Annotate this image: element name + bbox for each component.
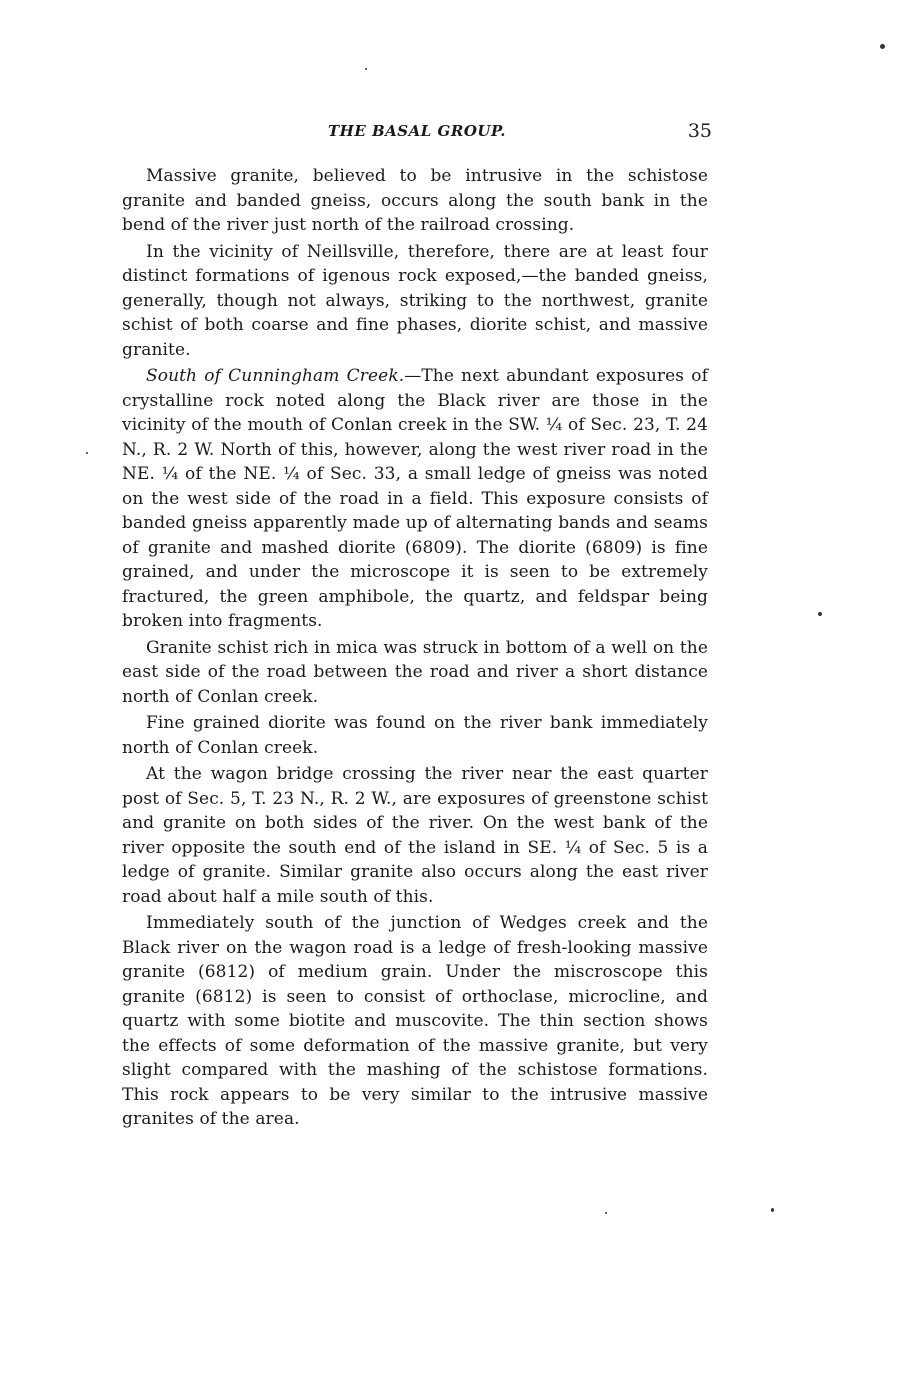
paragraph-text: —The next abundant exposures of crystalline rock noted along the Black river are those in the vicinity of the mouth of Conlan creek in the SW. ¼ of Sec. 23, T. 24 N., R. 2 W. North of this, however, along the west river road in the NE. ¼ of the NE. ¼ of Sec. 33, a small ledge of gneiss was noted on the west side of the road in a field. This exposure consists of banded gneiss apparently made up of alternating bands and seams of granite and mashed diorite (6809). The diorite (6809) is fine grained, and under the microscope it is seen to be extremely fractured, the green amphibole, the quartz, and feldspar being broken into fragments. xyxy=(122,366,708,631)
body-text xyxy=(122,164,708,1134)
scan-speck xyxy=(605,1212,607,1214)
scan-speck xyxy=(880,44,885,49)
page-number: 35 xyxy=(687,120,712,142)
scan-speck xyxy=(818,612,822,616)
scan-speck xyxy=(365,68,367,70)
paragraph-text: Immediately south of the junction of Wedges creek and the Black river on the wagon road is a ledge of fresh-looking massive granite (6812) of medium grain. Under the miscroscope this granite (6812) is seen to consist of orthoclase, microcline, and quartz with some biotite and muscovite. The thin section shows the effects of some deformation of the massive granite, but very slight compared with the mashing of the schistose formations. This rock appears to be very similar to the intrusive massive granites of the area. xyxy=(122,913,708,1129)
paragraph-neillsville-formations xyxy=(122,240,708,363)
scan-speck xyxy=(771,1208,774,1212)
paragraph-granite-schist-well xyxy=(122,636,708,710)
running-header xyxy=(122,118,712,144)
paragraph-text: In the vicinity of Neillsville, therefore, there are at least four distinct formations of igenous rock exposed,—the banded gneiss, generally, though not always, striking to the northwest, granite schist of both coarse and fine phases, diorite schist, and massive granite. xyxy=(122,241,708,360)
paragraph-fine-grained-diorite xyxy=(122,711,708,760)
section-run-in-heading: South of Cunningham Creek. xyxy=(146,366,405,386)
running-title: THE BASAL GROUP. xyxy=(328,122,506,140)
scan-speck xyxy=(86,452,88,454)
paragraph-text: Fine grained diorite was found on the river bank immediately north of Conlan creek. xyxy=(122,713,708,758)
paragraph-massive-granite xyxy=(122,164,708,238)
paragraph-text: Granite schist rich in mica was struck in bottom of a well on the east side of the road between the road and river a short distance north of Conlan creek. xyxy=(122,637,708,707)
paragraph-text: At the wagon bridge crossing the river near the east quarter post of Sec. 5, T. 23 N., R. 2 W., are exposures of greenstone schist and granite on both sides of the river. On the west bank of the river opposite the south end of the island in SE. ¼ of Sec. 5 is a ledge of granite. Similar granite also occurs along the east river road about half a mile south of this. xyxy=(122,764,708,907)
paragraph-text: Massive granite, believed to be intrusive in the schistose granite and banded gneiss, occurs along the south bank in the bend of the river just north of the railroad crossing. xyxy=(122,166,708,235)
paragraph-wedges-creek xyxy=(122,911,708,1132)
paragraph-wagon-bridge xyxy=(122,762,708,909)
paragraph-south-of-cunningham-creek xyxy=(122,364,708,634)
